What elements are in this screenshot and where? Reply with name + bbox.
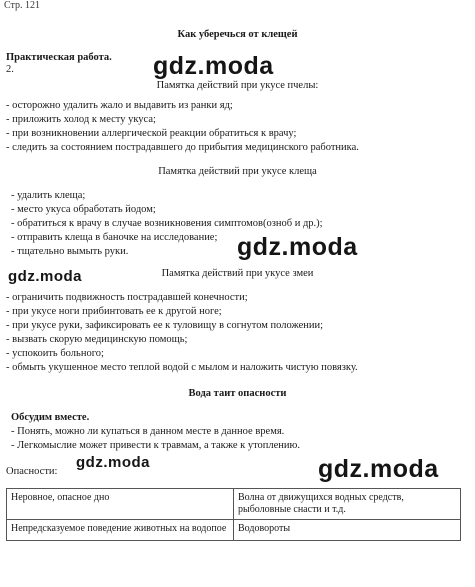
water-heading: Вода таит опасности: [188, 388, 287, 399]
bee-memo-heading: Памятка действий при укусе пчелы:: [156, 80, 319, 91]
list-item: - следить за состоянием пострадавшего до прибытия медицинского работника.: [6, 142, 359, 153]
list-item: - успокоить больного;: [6, 348, 104, 359]
list-item: - вызвать скорую медицинскую помощь;: [6, 334, 188, 345]
table-row: [7, 489, 461, 520]
list-item: - место укуса обработать йодом;: [11, 204, 156, 215]
list-item: - обмыть укушенное место теплой водой с мылом и наложить чистую повязку.: [6, 362, 358, 373]
task-number: 2.: [6, 64, 14, 75]
list-item: - при укусе руки, зафиксировать ее к туловищу в согнутом положении;: [6, 320, 324, 331]
discuss-heading: Обсудим вместе.: [11, 412, 90, 423]
list-item: - приложить холод к месту укуса;: [6, 114, 156, 125]
table-row: [7, 520, 461, 541]
list-item: - Легкомыслие может привести к травмам, а также к утоплению.: [11, 440, 301, 451]
list-item: - отправить клеща в баночке на исследование;: [11, 232, 218, 243]
practical-work-heading: Практическая работа.: [6, 52, 112, 63]
list-item: - обратиться к врачу в случае возникновения симптомов(озноб и др.);: [11, 218, 323, 229]
hazards-table: [6, 488, 461, 541]
page-number: Стр. 121: [4, 0, 41, 11]
watermark: gdz.moda: [318, 455, 439, 483]
table-cell: Водовороты: [234, 520, 461, 541]
list-item: - осторожно удалить жало и выдавить из ранки яд;: [6, 100, 233, 111]
dangers-label: Опасности:: [6, 466, 58, 477]
watermark: gdz.moda: [237, 233, 358, 261]
list-item: - удалить клеща;: [11, 190, 86, 201]
snake-memo-heading: Памятка действий при укусе змеи: [161, 268, 314, 279]
list-item: - ограничить подвижность пострадавшей конечности;: [6, 292, 248, 303]
table-cell: Неровное, опасное дно: [7, 489, 234, 520]
watermark: gdz.moda: [76, 454, 150, 471]
table-cell: Непредсказуемое поведение животных на водопое: [7, 520, 234, 541]
list-item: - Понять, можно ли купаться в данном месте в данное время.: [11, 426, 285, 437]
list-item: - тщательно вымыть руки.: [11, 246, 129, 257]
tick-memo-heading: Памятка действий при укусе клеща: [158, 166, 317, 177]
watermark: gdz.moda: [8, 268, 82, 285]
watermark: gdz.moda: [153, 52, 274, 80]
table-cell: Волна от движущихся водных средств, рыболовные снасти и т.д.: [234, 489, 461, 520]
page-title: Как уберечься от клещей: [177, 29, 298, 40]
list-item: - при укусе ноги прибинтовать ее к другой ноге;: [6, 306, 222, 317]
list-item: - при возникновении аллергической реакции обратиться к врачу;: [6, 128, 297, 139]
